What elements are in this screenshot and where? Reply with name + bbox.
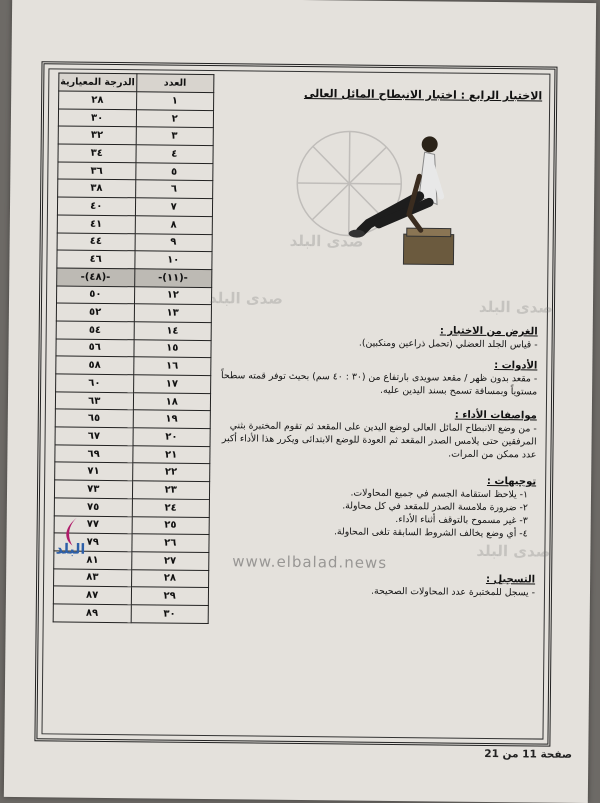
count-cell: ١٨ — [133, 392, 211, 410]
count-cell: -(١١)- — [134, 269, 212, 287]
count-cell: ١٩ — [133, 410, 211, 428]
score-cell: ٧١ — [55, 462, 133, 480]
count-cell: ٢ — [136, 109, 214, 127]
purpose-text: - قياس الجلد العضلي (تحمل ذراعين ومنكبين). — [358, 337, 538, 351]
count-cell: ٢٩ — [131, 587, 209, 605]
page-border — [34, 61, 557, 746]
count-cell: ١٥ — [133, 339, 211, 357]
table-row — [55, 445, 210, 464]
count-column-header: العدد — [136, 74, 214, 93]
score-cell: ٥٤ — [56, 321, 134, 339]
score-cell: ٣٨ — [58, 179, 136, 197]
count-cell: ١٣ — [134, 304, 212, 322]
score-cell: ٥٦ — [56, 339, 134, 357]
score-cell: ٧٩ — [54, 533, 132, 551]
score-cell: ٤١ — [57, 215, 135, 233]
table-header-row — [59, 73, 214, 93]
guidance-item: ٢- ضرورة ملامسة الصدر للمقعد في كل محاولة. — [342, 500, 528, 514]
score-cell: ٨٧ — [53, 586, 131, 604]
count-cell: ٢٢ — [132, 463, 210, 481]
score-cell: ٨١ — [54, 551, 132, 569]
watermark-text: صدى البلد — [289, 231, 364, 251]
score-cell: -(٤٨)- — [57, 268, 135, 286]
score-cell: ٤٠ — [57, 197, 135, 215]
table-row — [58, 179, 213, 198]
count-cell: ٣٠ — [131, 605, 209, 623]
count-cell: ١٧ — [133, 375, 211, 393]
table-row — [57, 197, 212, 216]
table-row — [56, 303, 211, 322]
count-cell: ٥ — [135, 163, 213, 181]
guidance-item: ١- يلاحظ استقامة الجسم في جميع المحاولات. — [350, 487, 529, 501]
table-row — [56, 374, 211, 393]
recording-text: - يسجل للمختبرة عدد المحاولات الصحيحة. — [371, 585, 536, 599]
count-cell: ٢٣ — [132, 481, 210, 499]
count-cell: ٧ — [135, 198, 213, 216]
score-cell: ٢٨ — [59, 91, 137, 109]
table-row — [55, 462, 210, 481]
specs-text: - من وضع الانبطاح المائل العالى لوضع اليدين على المقعد ثم تقوم المختبرة بثني المرفقين حتى يلامس الصدر المقعد ثم العودة للوضع الابتدائى ويكرر هذا الأداء أكبر عدد ممكن من المرات. — [221, 420, 537, 461]
table-row — [59, 91, 214, 110]
table-row — [54, 568, 209, 587]
table-row — [57, 250, 212, 269]
score-cell: ٦٥ — [55, 409, 133, 427]
count-cell: ١٢ — [134, 286, 212, 304]
score-column-header: الدرجة المعيارية — [59, 73, 137, 92]
watermark-text: صدى البلد — [476, 541, 551, 561]
site-watermark: www.elbalad.news — [232, 552, 388, 572]
table-row — [53, 586, 208, 605]
purpose-section — [218, 322, 538, 351]
table-row — [53, 604, 208, 623]
table-row — [55, 409, 210, 428]
count-cell: ٨ — [135, 216, 213, 234]
document-page — [4, 0, 596, 803]
count-cell: ٢٨ — [131, 569, 209, 587]
score-cell: ٤٤ — [57, 232, 135, 250]
table-row — [58, 144, 213, 163]
table-row — [58, 162, 213, 181]
score-cell: ٣٤ — [58, 144, 136, 162]
tools-text: - مقعد بدون ظهر / مقعد سويدى بارتفاع من (٣٠ : ٤٠ سم) بحيث توفر قمته سطحاً مستوياً وبمسافة تسمح بسند اليدين عليه. — [221, 370, 538, 398]
tools-heading: الأدوات : — [494, 360, 538, 372]
elbalad-logo — [46, 515, 100, 560]
table-row — [58, 109, 213, 128]
guidance-item: ٤- أي وضع يخالف الشروط السابقة تلغى المحاولة. — [333, 526, 528, 540]
count-cell: ١٠ — [134, 251, 212, 269]
score-cell: ٧٥ — [54, 498, 132, 516]
score-cell: ٦٣ — [55, 392, 133, 410]
count-cell: ١٦ — [133, 357, 211, 375]
table-row — [56, 356, 211, 375]
count-cell: ٤ — [135, 145, 213, 163]
count-cell: ٢٤ — [132, 499, 210, 517]
count-cell: ٩ — [135, 233, 213, 251]
count-cell: ٢٧ — [131, 552, 209, 570]
page-title: الاختبار الرابع : اختبار الانبطاح المائل العالى — [303, 87, 543, 103]
guidance-heading: توجيهات : — [486, 475, 537, 488]
guidance-item: ٣- غير مسموح بالتوقف أثناء الأداء. — [395, 514, 528, 527]
score-cell: ٦٠ — [56, 374, 134, 392]
score-cell: ٥٠ — [57, 286, 135, 304]
push-up-illustration — [278, 113, 480, 275]
table-row — [57, 215, 212, 234]
table-row — [56, 321, 211, 340]
score-cell: ٦٩ — [55, 445, 133, 463]
watermark-text: صدى البلد — [208, 289, 283, 308]
table-row — [57, 268, 212, 287]
count-cell: ٢٥ — [132, 516, 210, 534]
count-cell: ١٤ — [134, 322, 212, 340]
table-row — [54, 498, 209, 517]
watermark-text: صدى البلد — [478, 297, 553, 317]
table-row — [55, 392, 210, 411]
score-cell: ٧٧ — [54, 515, 132, 533]
score-cell: ٣٢ — [58, 126, 136, 144]
purpose-heading: الغرض من الاختبار : — [439, 325, 538, 338]
score-cell: ٨٩ — [53, 604, 131, 622]
score-cell: ٤٦ — [57, 250, 135, 268]
count-cell: ٢١ — [132, 445, 210, 463]
count-cell: ٢٦ — [131, 534, 209, 552]
score-cell: ٣٠ — [58, 109, 136, 127]
svg-text:البلد: البلد — [55, 541, 86, 558]
specs-section — [216, 406, 537, 461]
page-number: صفحة 11 من 21 — [484, 747, 573, 761]
table-row — [58, 126, 213, 145]
test-description — [214, 72, 544, 675]
count-cell: ١ — [136, 92, 214, 110]
count-cell: ٣ — [136, 127, 214, 145]
guidance-section — [216, 472, 537, 540]
recording-heading: التسجيل : — [485, 573, 536, 586]
score-cell: ٥٨ — [56, 356, 134, 374]
score-cell: ٥٢ — [56, 303, 134, 321]
tools-section — [217, 356, 537, 398]
specs-heading: مواصفات الأداء : — [454, 409, 537, 422]
table-row — [57, 286, 212, 305]
count-cell: ٢٠ — [133, 428, 211, 446]
score-cell: ٣٦ — [58, 162, 136, 180]
score-cell: ٨٣ — [54, 568, 132, 586]
table-row — [57, 232, 212, 251]
score-cell: ٧٣ — [54, 480, 132, 498]
recording-section — [215, 570, 535, 599]
table-row — [54, 480, 209, 499]
score-cell: ٦٧ — [55, 427, 133, 445]
table-row — [55, 427, 210, 446]
table-row — [56, 339, 211, 358]
count-cell: ٦ — [135, 180, 213, 198]
